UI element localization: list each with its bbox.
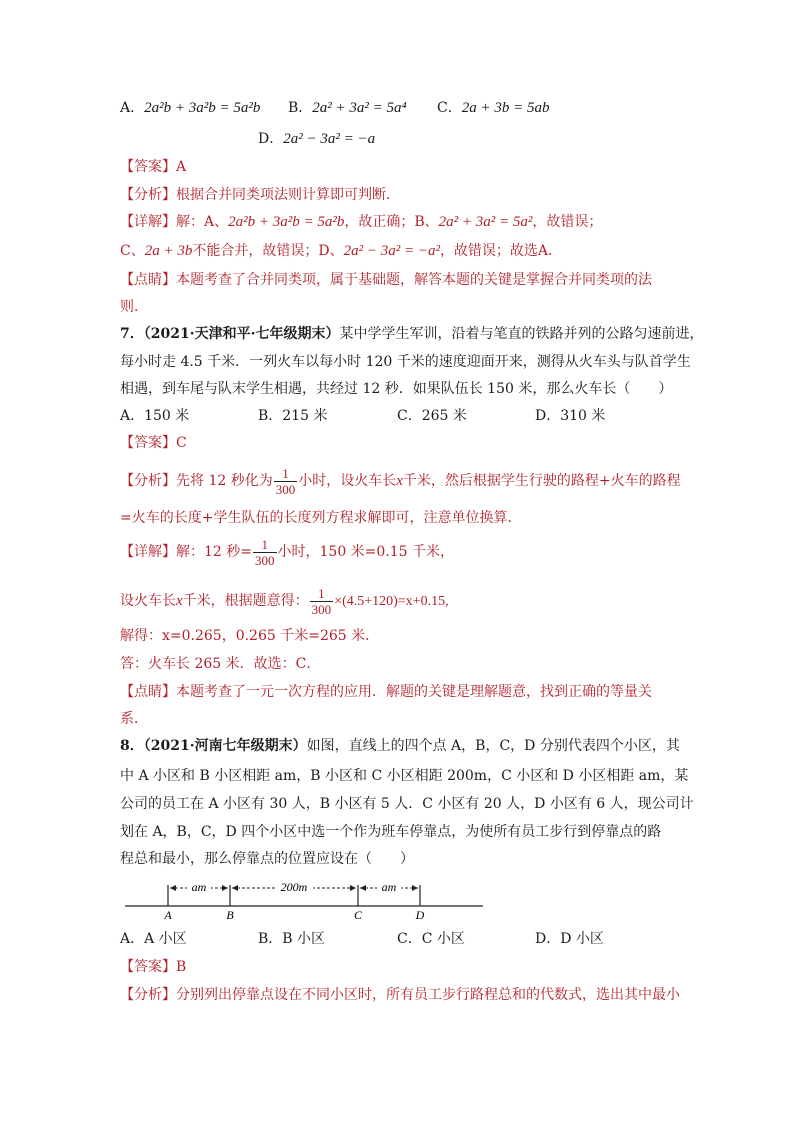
q7-answer: 【答案】C (120, 435, 187, 451)
q8-stem-line1: 8．（2021·河南七年级期末）如图，直线上的四个点 A，B，C，D 分别代表四个小区，其 (120, 738, 680, 754)
q8-option-d: D．D 小区 (535, 931, 604, 947)
q7-detail-line3: 解得：x=0.265，0.265 千米=265 米． (120, 628, 380, 644)
dimension-c-d (360, 880, 418, 894)
q7-detail-line2: 设火车长x千米，根据题意得： $\frac{1}{300}$ ×(4.5+120)=x+0.15, (120, 585, 449, 617)
svg-text:200m: 200m (280, 880, 308, 894)
q8-stem-line5: 程总和最小，那么停靠点的位置应设在（ ） (120, 851, 414, 867)
q6-option-c: C．2a + 3b = 5ab (437, 100, 550, 116)
q6-point-line1: 【点睛】本题考查了合并同类项，属于基础题，解答本题的关键是掌握合并同类项的法 (120, 272, 652, 288)
point-label-a: A (164, 908, 172, 920)
q8-option-c: C．C 小区 (397, 931, 465, 947)
q6-answer: 【答案】A (120, 159, 187, 175)
q6-option-b: B．2a² + 3a² = 5a⁴ (288, 100, 407, 116)
q7-option-d: D．310 米 (535, 408, 606, 424)
svg-text:am: am (381, 880, 397, 894)
q8-option-a: A．A 小区 (120, 931, 187, 947)
q6-analysis: 【分析】根据合并同类项法则计算即可判断． (120, 187, 400, 203)
q7-stem-line2: 每小时走 4.5 千米．一列火车以每小时 120 千米的速度迎面开来，测得从火车头与队首学生 (120, 354, 691, 370)
q6-detail-line1: 【详解】解：A、2a²b + 3a²b = 5a²b，故正确；B、2a² + 3a² = 5a²，故错误； (120, 214, 603, 230)
q6-point-line2: 则． (120, 299, 148, 315)
q6-option-a: A．2a²b + 3a²b = 5a²b (120, 100, 261, 116)
fraction-1-300: $\frac{1}{300}$ (275, 465, 296, 497)
q7-option-c: C．265 米 (397, 408, 467, 424)
q8-answer: 【答案】B (120, 959, 187, 975)
fraction-1-300: $\frac{1}{300}$ (255, 536, 275, 568)
dimension-b-c (232, 880, 356, 894)
q8-stem-line3: 公司的员工在 A 小区有 30 人，B 小区有 5 人．C 小区有 20 人，D 小区有 6 人，现公司计 (120, 796, 694, 812)
q7-analysis-line2: =火车的长度+学生队伍的长度列方程求解即可，注意单位换算． (120, 510, 522, 526)
number-line-figure (125, 880, 485, 920)
q8-option-b: B．B 小区 (258, 931, 326, 947)
q7-stem-line3: 相遇，到车尾与队末学生相遇，共经过 12 秒．如果队伍长 150 米，那么火车长（ ） (120, 381, 673, 397)
q7-option-a: A．150 米 (120, 408, 190, 424)
point-label-d: D (415, 908, 425, 920)
q7-option-b: B．215 米 (258, 408, 328, 424)
svg-text:am: am (191, 880, 207, 894)
point-label-b: B (226, 908, 234, 920)
q8-stem-line4: 划在 A，B，C，D 四个小区中选一个作为班车停靠点，为使所有员工步行到停靠点的路 (120, 824, 662, 840)
q8-stem-line2: 中 A 小区和 B 小区相距 am，B 小区和 C 小区相距 200m，C 小区和 D 小区相距 am，某 (120, 768, 689, 784)
fraction-1-300: $\frac{1}{300}$ (311, 585, 332, 617)
q7-analysis-line1: 【分析】先将 12 秒化为 $\frac{1}{300}$ 小时，设火车长x千米，然后根据学生行驶的路程+火车的路程 (120, 465, 681, 497)
q7-stem-line1: 7．（2021·天津和平·七年级期末）某中学学生军训，沿着与笔直的铁路并列的公路匀速前进， (120, 326, 704, 342)
q7-detail-line1: 【详解】解：12 秒= $\frac{1}{300}$ 小时，150 米=0.15 千米， (120, 536, 455, 568)
q7-detail-line4: 答：火车长 265 米．故选：C． (120, 656, 321, 672)
q7-point-line2: 系． (120, 711, 148, 727)
q6-option-d: D．2a² − 3a² = −a (258, 131, 376, 147)
q6-detail-line2: C、2a + 3b不能合并，故错误；D、2a² − 3a² = −a²，故错误；故选A． (120, 243, 563, 259)
q7-point-line1: 【点睛】本题考查了一元一次方程的应用．解题的关键是理解题意，找到正确的等量关 (120, 684, 652, 700)
dimension-a-b (170, 880, 228, 894)
q8-analysis-line1: 【分析】分别列出停靠点设在不同小区时，所有员工步行路程总和的代数式，选出其中最小 (120, 987, 680, 1003)
point-label-c: C (353, 908, 363, 920)
